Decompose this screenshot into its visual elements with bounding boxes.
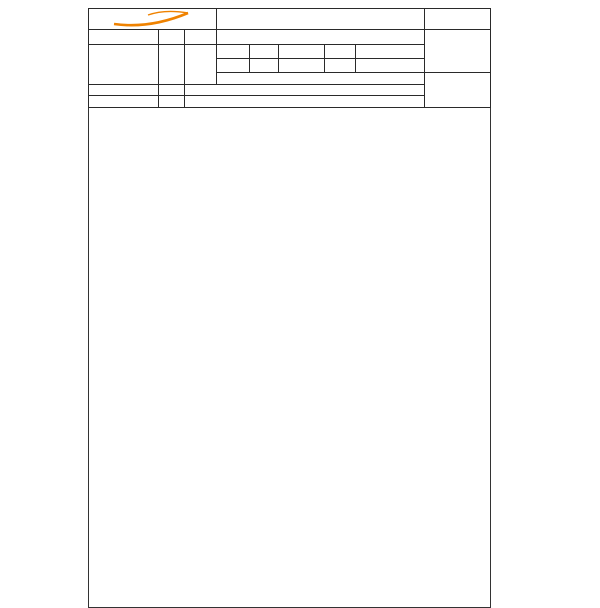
sub-header-vanes	[217, 45, 250, 59]
logo-cell	[89, 9, 217, 30]
size-value	[159, 45, 185, 85]
col-header-frame	[185, 30, 217, 45]
company-title	[217, 9, 425, 30]
vane-dia-value	[325, 59, 355, 73]
date-cell	[424, 73, 490, 108]
spec-table	[88, 8, 491, 108]
performance-chart	[88, 104, 492, 600]
sub-header-vane-dia	[325, 45, 355, 59]
impeller-cell	[217, 30, 425, 45]
type-value	[89, 45, 159, 85]
col-header-type	[89, 30, 159, 45]
cnsme-logo	[110, 9, 196, 29]
vanes-value	[217, 59, 250, 73]
imp-matl-value	[279, 59, 325, 73]
curve-no-cell	[424, 30, 490, 73]
logo-swoosh	[114, 13, 188, 25]
frame-value	[185, 45, 217, 85]
liner-matl-value	[355, 59, 424, 73]
type2-value	[250, 59, 279, 73]
performance-note	[424, 9, 490, 30]
sub-header-liner-matl	[355, 45, 424, 59]
max-speed-cell	[185, 85, 425, 96]
sub-header-imp-matl	[279, 45, 325, 59]
sub-header-type	[250, 45, 279, 59]
frame-row-label	[89, 85, 159, 96]
frame-row-value	[159, 85, 185, 96]
col-header-size	[159, 30, 185, 45]
shaft-seal-cell	[217, 73, 425, 85]
